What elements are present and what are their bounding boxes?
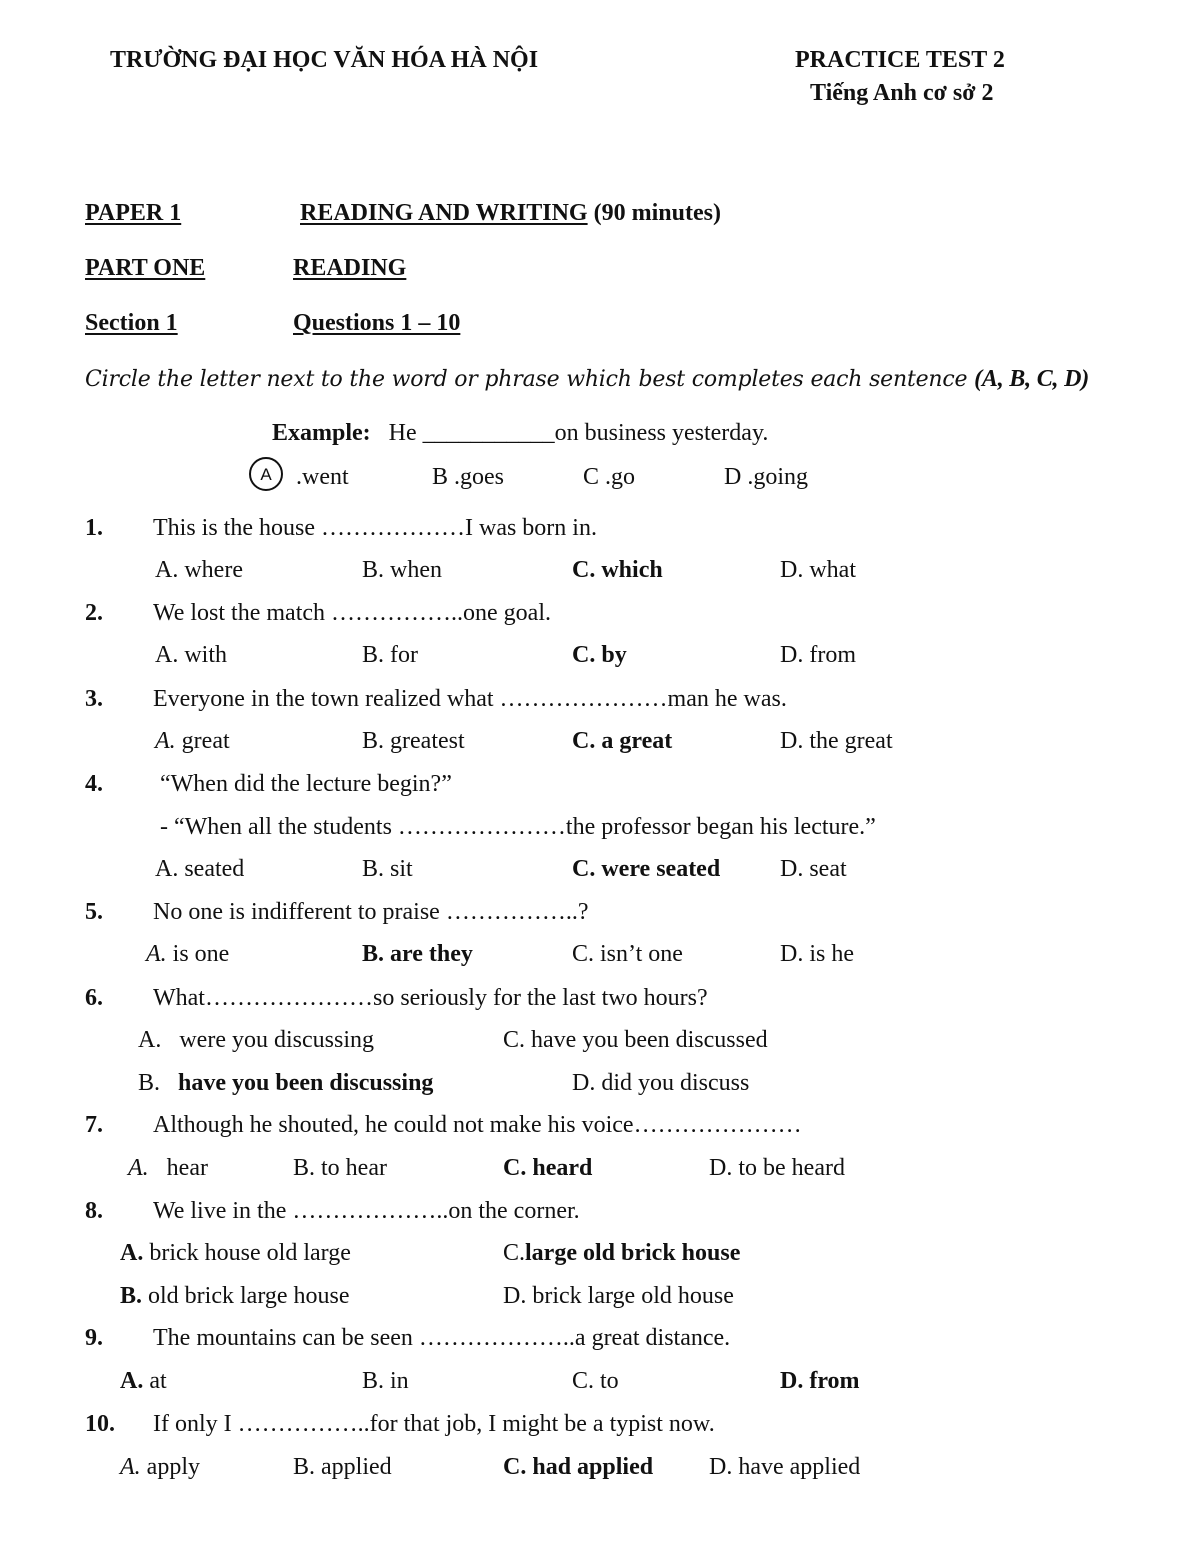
question-number: 6. [85, 985, 103, 1011]
option: B. in [362, 1368, 409, 1394]
option: B. old brick large house [120, 1283, 350, 1309]
example-label: Example: [272, 420, 371, 446]
option: A. apply [120, 1454, 200, 1480]
circled-answer-mark [249, 457, 283, 491]
test-title: PRACTICE TEST 2 [795, 47, 1005, 73]
question-number: 2. [85, 600, 103, 626]
option-correct: D. from [780, 1368, 860, 1394]
option: A. hear [128, 1155, 208, 1181]
question-number: 10. [85, 1411, 115, 1437]
part-title: READING [293, 255, 407, 281]
option: D. did you discuss [572, 1070, 750, 1096]
option-correct: B. are they [362, 941, 473, 967]
question-number: 3. [85, 686, 103, 712]
option-correct: C. heard [503, 1155, 593, 1181]
option-correct: C. which [572, 557, 663, 583]
instruction-text: Circle the letter next to the word or phrase which best completes each sentence [85, 367, 975, 392]
option-correct: C.large old brick house [503, 1240, 741, 1266]
example-option: .went [296, 464, 349, 490]
option: C. have you been discussed [503, 1027, 768, 1053]
circled-letter: A [260, 465, 272, 484]
option: D. from [780, 642, 856, 668]
option: A. where [155, 557, 243, 583]
option-correct: C. by [572, 642, 627, 668]
option: A. is one [146, 941, 230, 967]
test-subtitle: Tiếng Anh cơ sở 2 [810, 80, 994, 106]
example-option: D .going [724, 464, 808, 490]
option: B. applied [293, 1454, 392, 1480]
option: A. with [155, 642, 228, 668]
option: B. greatest [362, 728, 465, 754]
question-number: 1. [85, 515, 103, 541]
paper-duration: (90 minutes) [593, 200, 721, 226]
option: B. to hear [293, 1155, 387, 1181]
option: A. brick house old large [120, 1240, 351, 1266]
paper-heading [300, 201, 721, 225]
question-stem: If only I ……………..for that job, I might be a typist now. [153, 1411, 715, 1437]
option: B. for [362, 642, 418, 668]
option: D. seat [780, 856, 847, 882]
question-stem: What…………………so seriously for the last two hours? [153, 985, 708, 1011]
paper-label: PAPER 1 [85, 200, 182, 226]
question-stem: “When did the lecture begin?” [160, 771, 452, 797]
question-stem: This is the house ………………I was born in. [153, 515, 597, 541]
option-correct: C. a great [572, 728, 673, 754]
question-stem: Although he shouted, he could not make his voice………………… [153, 1112, 802, 1138]
option: B. when [362, 557, 442, 583]
option: D. have applied [709, 1454, 861, 1480]
school-name: TRƯỜNG ĐẠI HỌC VĂN HÓA HÀ NỘI [110, 47, 539, 73]
instruction [85, 367, 1089, 391]
example-sentence: He ___________on business yesterday. [388, 420, 769, 446]
option: A. were you discussing [138, 1027, 374, 1053]
option: A. at [120, 1368, 167, 1394]
question-stem-continued: - “When all the students …………………the professor began his lecture.” [160, 814, 876, 840]
option: D. brick large old house [503, 1283, 734, 1309]
paper-title: READING AND WRITING [300, 200, 588, 226]
option-correct: B. have you been discussing [138, 1070, 434, 1096]
option: A. seated [155, 856, 245, 882]
question-number: 4. [85, 771, 103, 797]
option-correct: C. were seated [572, 856, 721, 882]
instruction-letters: (A, B, C, D) [974, 366, 1090, 392]
example-line [272, 421, 768, 445]
part-label: PART ONE [85, 255, 206, 281]
option: C. isn’t one [572, 941, 683, 967]
question-stem: We lost the match ……………..one goal. [153, 600, 551, 626]
example-option: C .go [583, 464, 636, 490]
section-questions: Questions 1 – 10 [293, 310, 461, 336]
option-correct: C. had applied [503, 1454, 654, 1480]
option: A. great [155, 728, 230, 754]
section-label: Section 1 [85, 310, 178, 336]
question-number: 7. [85, 1112, 103, 1138]
question-number: 8. [85, 1198, 103, 1224]
question-number: 9. [85, 1325, 103, 1351]
option: D. is he [780, 941, 855, 967]
option: D. to be heard [709, 1155, 845, 1181]
example-option: B .goes [432, 464, 504, 490]
question-stem: No one is indifferent to praise ……………..? [153, 899, 589, 925]
question-stem: The mountains can be seen ………………..a great distance. [153, 1325, 731, 1351]
option: D. what [780, 557, 856, 583]
question-stem: We live in the ………………..on the corner. [153, 1198, 580, 1224]
option: B. sit [362, 856, 413, 882]
question-stem: Everyone in the town realized what …………………man he was. [153, 686, 787, 712]
option: C. to [572, 1368, 619, 1394]
question-number: 5. [85, 899, 103, 925]
option: D. the great [780, 728, 893, 754]
